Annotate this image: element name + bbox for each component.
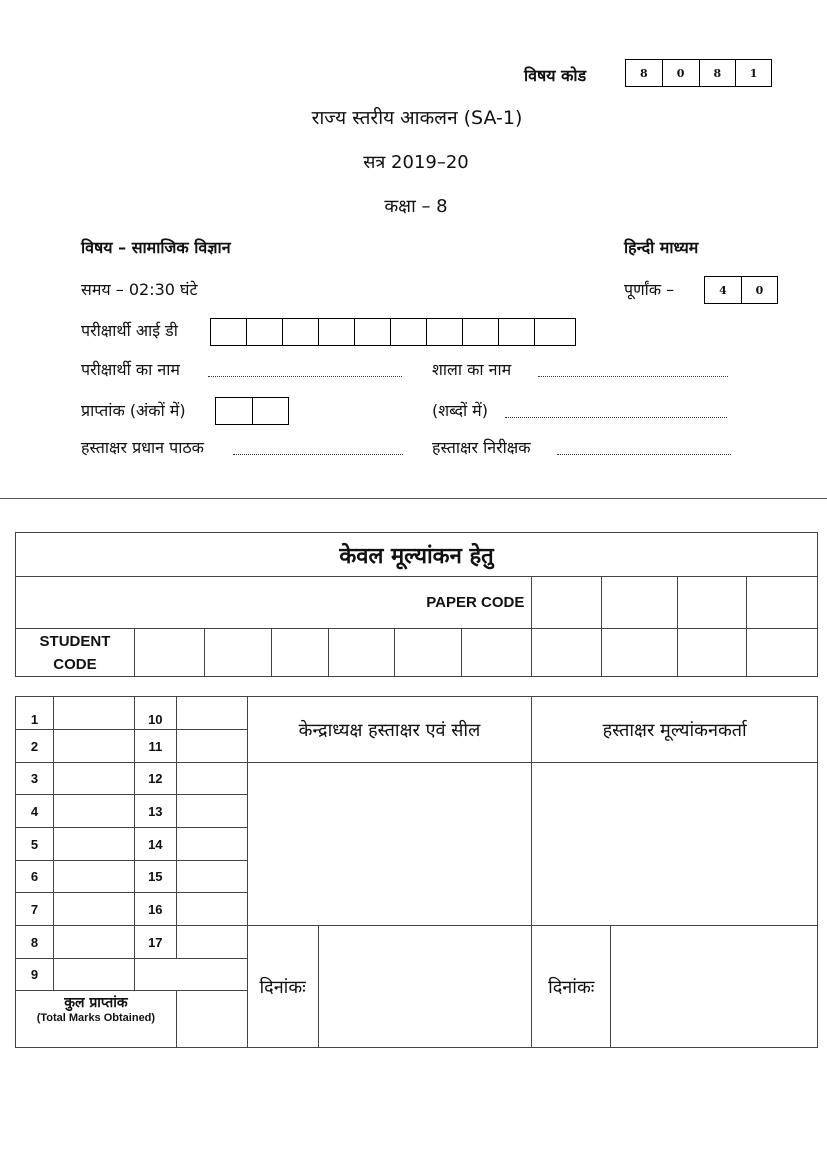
question-number: 16	[134, 893, 176, 926]
student-code-box[interactable]	[678, 629, 747, 677]
student-code-box[interactable]	[328, 629, 394, 677]
marks-cell[interactable]	[176, 763, 247, 795]
student-code-box[interactable]	[602, 629, 678, 677]
question-number: 17	[134, 926, 176, 959]
marks-cell[interactable]	[176, 697, 247, 730]
candidate-id-box[interactable]	[247, 319, 283, 345]
paper-code-label: PAPER CODE	[16, 577, 532, 629]
candidate-id-box[interactable]	[535, 319, 570, 345]
question-number: 8	[16, 926, 54, 959]
evaluation-heading: केवल मूल्यांकन हेतु	[16, 533, 818, 577]
school-name-field[interactable]	[538, 376, 728, 377]
date-label-evaluator: दिनांकः	[532, 926, 611, 1048]
section-divider	[0, 498, 827, 499]
subject-label: विषय – सामाजिक विज्ञान	[81, 238, 231, 257]
marks-cell[interactable]	[53, 763, 134, 795]
marks-cell[interactable]	[53, 828, 134, 861]
subject-code-label: विषय कोड	[524, 66, 587, 85]
student-code-label-line1: STUDENT	[39, 632, 111, 650]
candidate-id-box[interactable]	[355, 319, 391, 345]
total-marks-label	[16, 991, 177, 1048]
student-code-box[interactable]	[747, 629, 818, 677]
max-marks-digit: 0	[755, 283, 764, 297]
marks-digits-boxes[interactable]	[215, 397, 289, 425]
question-number: 5	[16, 828, 54, 861]
marks-digit-box[interactable]	[253, 398, 288, 424]
marks-cell[interactable]	[53, 861, 134, 893]
marks-cell[interactable]	[53, 795, 134, 828]
paper-code-box[interactable]	[678, 577, 747, 629]
marks-cell[interactable]	[53, 959, 134, 991]
question-number: 6	[16, 861, 54, 893]
exam-title: राज्य स्तरीय आकलन (SA-1)	[311, 107, 523, 129]
student-code-box[interactable]	[462, 629, 532, 677]
school-name-label: शाला का नाम	[432, 360, 512, 379]
subject-code-digit: 0	[663, 60, 700, 86]
candidate-id-label: परीक्षार्थी आई डी	[81, 321, 178, 340]
candidate-name-field[interactable]	[208, 376, 402, 377]
question-number: 15	[134, 861, 176, 893]
subject-code-digit: 8	[626, 60, 663, 86]
marks-words-label: (शब्दों में)	[432, 401, 488, 420]
invigilator-sign-field[interactable]	[557, 454, 731, 455]
question-number: 1	[16, 697, 54, 730]
marks-cell[interactable]	[176, 828, 247, 861]
marks-cell[interactable]	[53, 893, 134, 926]
candidate-id-box[interactable]	[211, 319, 247, 345]
class-label: कक्षा – 8	[384, 196, 448, 217]
centre-sign-label: केन्द्राध्यक्ष हस्ताक्षर एवं सील	[247, 697, 532, 763]
question-number: 12	[134, 763, 176, 795]
total-marks-label-en: (Total Marks Obtained)	[36, 1012, 156, 1024]
session: सत्र 2019–20	[363, 152, 469, 173]
question-number: 13	[134, 795, 176, 828]
candidate-id-box[interactable]	[283, 319, 319, 345]
medium-label: हिन्दी माध्यम	[624, 238, 699, 257]
question-number: 4	[16, 795, 54, 828]
student-code-box[interactable]	[204, 629, 271, 677]
candidate-id-box[interactable]	[427, 319, 463, 345]
candidate-id-boxes[interactable]	[210, 318, 576, 346]
max-marks-digit: 4	[705, 277, 742, 303]
marks-cell[interactable]	[176, 893, 247, 926]
paper-code-box[interactable]	[602, 577, 678, 629]
student-code-box[interactable]	[134, 629, 204, 677]
candidate-name-label: परीक्षार्थी का नाम	[81, 360, 180, 379]
marks-cell[interactable]	[176, 795, 247, 828]
candidate-id-box[interactable]	[499, 319, 535, 345]
question-number: 10	[134, 697, 176, 730]
invigilator-sign-label: हस्ताक्षर निरीक्षक	[432, 438, 531, 457]
subject-code-digit: 8	[700, 60, 737, 86]
question-number: 3	[16, 763, 54, 795]
subject-code-boxes	[625, 59, 772, 87]
centre-sign-area[interactable]	[247, 763, 532, 926]
question-number: 2	[16, 730, 54, 763]
candidate-id-box[interactable]	[391, 319, 427, 345]
time-label: समय – 02:30 घंटे	[81, 280, 198, 299]
date-label-centre: दिनांकः	[247, 926, 318, 1048]
candidate-id-box[interactable]	[319, 319, 355, 345]
marks-cell[interactable]	[53, 926, 134, 959]
marks-words-field[interactable]	[505, 417, 727, 418]
marks-digits-label: प्राप्तांक (अंकों में)	[81, 401, 186, 420]
student-code-label-line2: CODE	[53, 655, 97, 673]
candidate-id-box[interactable]	[463, 319, 499, 345]
evaluator-sign-area[interactable]	[532, 763, 818, 926]
paper-code-box[interactable]	[747, 577, 818, 629]
student-code-label	[16, 629, 135, 677]
total-marks-label-hi: कुल प्राप्तांक	[64, 995, 128, 1011]
evaluation-code-table	[15, 532, 818, 677]
max-marks-label: पूर्णांक –	[624, 280, 675, 299]
question-number: 14	[134, 828, 176, 861]
subject-code-digit: 1	[749, 66, 758, 80]
student-code-box[interactable]	[394, 629, 462, 677]
question-number: 7	[16, 893, 54, 926]
principal-sign-label: हस्ताक्षर प्रधान पाठक	[81, 438, 204, 457]
marks-cell[interactable]	[53, 697, 134, 730]
marks-cell[interactable]	[176, 730, 247, 763]
date-field-evaluator[interactable]	[611, 926, 818, 1048]
marks-cell[interactable]	[53, 730, 134, 763]
max-marks-boxes	[704, 276, 778, 304]
paper-code-box[interactable]	[532, 577, 602, 629]
question-number: 11	[134, 730, 176, 763]
marks-cell[interactable]	[176, 861, 247, 893]
student-code-box[interactable]	[271, 629, 328, 677]
question-number: 9	[16, 959, 54, 991]
marks-cell[interactable]	[176, 926, 247, 959]
marks-digit-box[interactable]	[216, 398, 253, 424]
evaluator-sign-label: हस्ताक्षर मूल्यांकनकर्ता	[532, 697, 818, 763]
date-field-centre[interactable]	[318, 926, 532, 1048]
student-code-box[interactable]	[532, 629, 602, 677]
principal-sign-field[interactable]	[233, 454, 403, 455]
marks-cell-blank	[134, 959, 247, 991]
total-marks-cell[interactable]	[176, 991, 247, 1048]
marks-table	[15, 696, 818, 1048]
